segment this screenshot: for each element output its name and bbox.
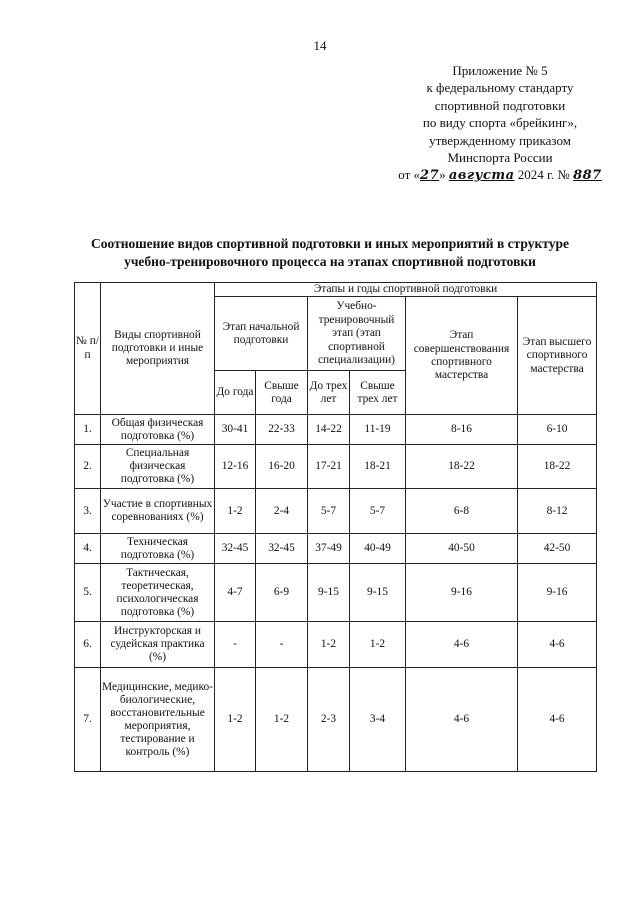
appendix-line: утвержденному приказом — [429, 132, 571, 148]
cell-value: 4-6 — [406, 622, 518, 668]
row-num: 6. — [75, 622, 101, 668]
header-up-to-year: До года — [215, 371, 256, 415]
cell-value: 4-6 — [518, 622, 597, 668]
cell-value: 12-16 — [215, 445, 256, 489]
row-num: 4. — [75, 534, 101, 564]
order-date-line — [360, 166, 640, 184]
cell-value: 22-33 — [256, 415, 308, 445]
table-row — [75, 445, 597, 489]
cell-value: 9-15 — [308, 564, 350, 622]
row-kind: Специальная физическая подготовка (%) — [101, 445, 215, 489]
header-over-three: Свыше трех лет — [350, 371, 406, 415]
cell-value: 32-45 — [215, 534, 256, 564]
cell-value: 18-22 — [518, 445, 597, 489]
cell-value: - — [215, 622, 256, 668]
row-num: 3. — [75, 489, 101, 534]
row-kind: Техническая подготовка (%) — [101, 534, 215, 564]
cell-value: 42-50 — [518, 534, 597, 564]
appendix-line: по виду спорта «брейкинг», — [422, 115, 578, 131]
header-improvement-stage: Этап совершенствования спортивного мастерства — [406, 297, 518, 415]
header-stages-group: Этапы и годы спортивной подготовки — [215, 283, 597, 297]
document-title — [40, 235, 620, 271]
cell-value: 2-3 — [308, 668, 350, 772]
cell-value: 16-20 — [256, 445, 308, 489]
appendix-line: спортивной подготовки — [434, 97, 566, 113]
cell-value: 2-4 — [256, 489, 308, 534]
cell-value: 6-9 — [256, 564, 308, 622]
cell-value: 37-49 — [308, 534, 350, 564]
cell-value: 32-45 — [256, 534, 308, 564]
row-kind: Участие в спортивных соревнованиях (%) — [101, 489, 215, 534]
date-mid: » — [439, 167, 446, 183]
title-line-1: Соотношение видов спортивной подготовки и иных мероприятий в структуре — [91, 236, 569, 251]
header-kind: Виды спортивной подготовки и иные мероприятия — [101, 283, 215, 415]
table-row — [75, 534, 597, 564]
table-row — [75, 564, 597, 622]
cell-value: 40-49 — [350, 534, 406, 564]
page-number: 14 — [313, 38, 327, 53]
row-kind: Общая физическая подготовка (%) — [101, 415, 215, 445]
handwritten-order-number: 887 — [573, 168, 602, 184]
cell-value: 9-16 — [518, 564, 597, 622]
cell-value: 14-22 — [308, 415, 350, 445]
cell-value: 18-21 — [350, 445, 406, 489]
date-prefix: от « — [398, 167, 421, 183]
cell-value: 9-15 — [350, 564, 406, 622]
cell-value: 9-16 — [406, 564, 518, 622]
cell-value: 17-21 — [308, 445, 350, 489]
row-kind: Инструкторская и судейская практика (%) — [101, 622, 215, 668]
year-text: 2024 г. № — [517, 167, 570, 183]
cell-value: 40-50 — [406, 534, 518, 564]
header-over-year: Свыше года — [256, 371, 308, 415]
row-num: 5. — [75, 564, 101, 622]
cell-value: 6-10 — [518, 415, 597, 445]
row-num: 2. — [75, 445, 101, 489]
cell-value: 1-2 — [256, 668, 308, 772]
handwritten-month: августа — [448, 168, 515, 184]
header-training-stage: Учебно-тренировочный этап (этап спортивной специализации) — [308, 297, 406, 371]
cell-value: 5-7 — [308, 489, 350, 534]
header-highest-stage: Этап высшего спортивного мастерства — [518, 297, 597, 415]
appendix-line: к федеральному стандарту — [426, 80, 574, 96]
row-kind: Тактическая, теоретическая, психологическая подготовка (%) — [101, 564, 215, 622]
header-num: № п/п — [75, 283, 101, 415]
cell-value: 5-7 — [350, 489, 406, 534]
cell-value: 18-22 — [406, 445, 518, 489]
training-ratio-table — [74, 282, 597, 772]
cell-value: 11-19 — [350, 415, 406, 445]
row-num: 7. — [75, 668, 101, 772]
cell-value: 1-2 — [350, 622, 406, 668]
handwritten-day: 27 — [420, 168, 440, 184]
table-row — [75, 415, 597, 445]
cell-value: 1-2 — [215, 489, 256, 534]
header-initial-stage: Этап начальной подготовки — [215, 297, 308, 371]
cell-value: 4-6 — [406, 668, 518, 772]
cell-value: 1-2 — [215, 668, 256, 772]
cell-value: 30-41 — [215, 415, 256, 445]
cell-value: 4-7 — [215, 564, 256, 622]
appendix-line: Приложение № 5 — [452, 63, 548, 78]
cell-value: 8-12 — [518, 489, 597, 534]
cell-value: 6-8 — [406, 489, 518, 534]
title-line-2: учебно-тренировочного процесса на этапах спортивной подготовки — [124, 254, 536, 269]
appendix-block — [360, 62, 640, 185]
cell-value: 8-16 — [406, 415, 518, 445]
row-num: 1. — [75, 415, 101, 445]
appendix-line: Минспорта России — [447, 150, 553, 166]
cell-value: 4-6 — [518, 668, 597, 772]
cell-value: 1-2 — [308, 622, 350, 668]
cell-value: 3-4 — [350, 668, 406, 772]
header-up-to-three: До трех лет — [308, 371, 350, 415]
table-row — [75, 622, 597, 668]
row-kind: Медицинские, медико-биологические, восстановительные мероприятия, тестирование и контроль (%) — [101, 668, 215, 772]
table-row — [75, 489, 597, 534]
table-row — [75, 668, 597, 772]
cell-value: - — [256, 622, 308, 668]
